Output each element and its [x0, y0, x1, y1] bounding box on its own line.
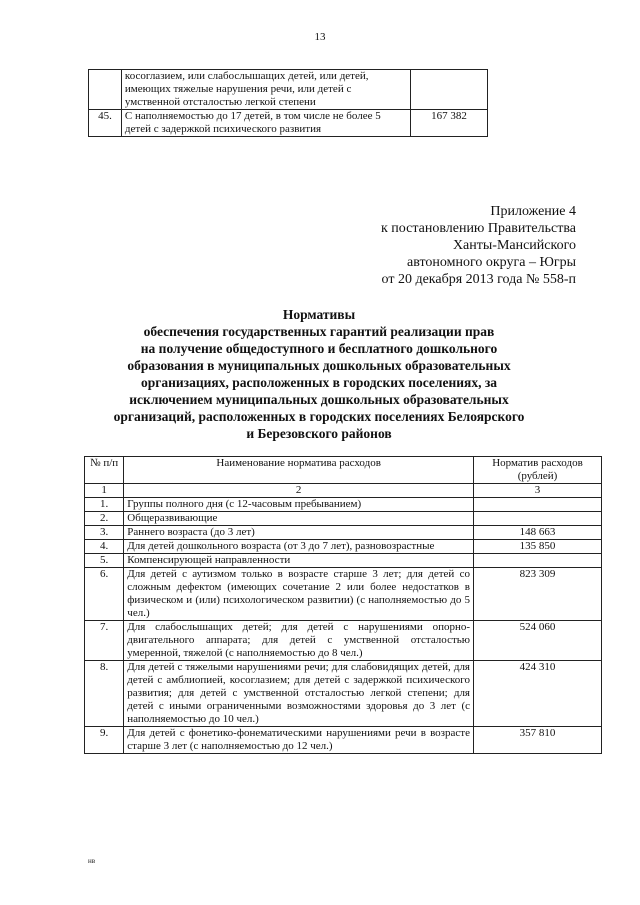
row-value — [474, 498, 602, 512]
table-header-row — [85, 457, 602, 484]
document-title — [86, 306, 552, 442]
appendix-line: Ханты-Мансийского — [452, 238, 576, 253]
table-row — [85, 540, 602, 554]
title-line: Нормативы — [282, 307, 356, 322]
row-num: 8. — [85, 661, 124, 727]
index-2: 2 — [124, 484, 474, 498]
appendix-line: автономного округа – Югры — [407, 255, 576, 270]
row-desc: Общеразвивающие — [124, 512, 474, 526]
row-desc: Раннего возраста (до 3 лет) — [124, 526, 474, 540]
row-num: 45. — [89, 110, 122, 137]
top-table — [88, 69, 488, 137]
title-line: и Березовского районов — [246, 426, 392, 441]
header-value: Норматив расходов (рублей) — [474, 457, 602, 484]
footer-mark: нв — [88, 857, 96, 865]
appendix-line: к постановлению Правительства — [380, 221, 576, 236]
appendix-block — [300, 203, 576, 288]
title-line: на получение общедоступного и бесплатного дошкольного — [140, 341, 498, 356]
title-line: обеспечения государственных гарантий реализации прав — [143, 324, 495, 339]
table-row — [85, 727, 602, 754]
row-num: 6. — [85, 568, 124, 621]
table-row — [85, 661, 602, 727]
header-name: Наименование норматива расходов — [124, 457, 474, 484]
table-row — [85, 498, 602, 512]
row-desc: Для детей дошкольного возраста (от 3 до 7 лет), разновозрастные — [124, 540, 474, 554]
row-value — [474, 554, 602, 568]
page-number: 13 — [314, 31, 326, 43]
row-num: 7. — [85, 621, 124, 661]
row-desc: Для детей с аутизмом только в возрасте старше 3 лет; для детей со сложным дефектом (имеющих сочетание 2 или более недостатков в физическом и (или) психологическом развитии) (с наполняемостью до 5 чел.) — [124, 568, 474, 621]
title-line: организациях, расположенных в городских поселениях, за — [140, 375, 497, 390]
row-value — [474, 512, 602, 526]
title-line: исключением муниципальных дошкольных образовательных — [129, 392, 509, 407]
table-row — [89, 70, 488, 110]
row-num: 4. — [85, 540, 124, 554]
table-row — [85, 512, 602, 526]
row-num — [89, 70, 122, 110]
row-value — [410, 70, 487, 110]
row-value: 357 810 — [474, 727, 602, 754]
row-num: 3. — [85, 526, 124, 540]
table-row — [85, 554, 602, 568]
norms-table — [84, 456, 602, 754]
row-value: 167 382 — [410, 110, 487, 137]
row-desc: С наполняемостью до 17 детей, в том числе не более 5 детей с задержкой психического развития — [121, 110, 410, 137]
appendix-line: от 20 декабря 2013 года № 558-п — [381, 272, 576, 287]
row-num: 9. — [85, 727, 124, 754]
table-row — [89, 110, 488, 137]
row-value: 524 060 — [474, 621, 602, 661]
row-value: 823 309 — [474, 568, 602, 621]
title-line: организаций, расположенных в городских поселениях Белоярского — [113, 409, 525, 424]
appendix-line: Приложение 4 — [490, 204, 576, 219]
row-num: 5. — [85, 554, 124, 568]
column-index-row — [85, 484, 602, 498]
row-desc: Для слабослышащих детей; для детей с нарушениями опорно-двигательного аппарата; для детей с умственной отсталостью умеренной, тяжелой (с наполняемостью до 8 чел.) — [124, 621, 474, 661]
table-row — [85, 568, 602, 621]
row-desc: Для детей с фонетико-фонематическими нарушениями речи в возрасте старше 3 лет (с наполняемостью до 12 чел.) — [124, 727, 474, 754]
header-num: № п/п — [85, 457, 124, 484]
row-num: 2. — [85, 512, 124, 526]
row-desc: Для детей с тяжелыми нарушениями речи; для слабовидящих детей, для детей с амблиопией, косоглазием; для детей с задержкой психического развития; для детей с умственной отсталостью легкой степени; для детей с иными ограниченными возможностями здоровья до 3 лет (с наполняемостью до 10 чел.) — [124, 661, 474, 727]
title-line: образования в муниципальных дошкольных образовательных — [127, 358, 511, 373]
row-value: 148 663 — [474, 526, 602, 540]
row-desc: Компенсирующей направленности — [124, 554, 474, 568]
index-3: 3 — [474, 484, 602, 498]
row-desc: косоглазием, или слабослышащих детей, или детей, имеющих тяжелые нарушения речи, или детей с умственной отсталостью легкой степени — [121, 70, 410, 110]
table-row — [85, 621, 602, 661]
row-desc: Группы полного дня (с 12-часовым пребыванием) — [124, 498, 474, 512]
table-row — [85, 526, 602, 540]
index-1: 1 — [85, 484, 124, 498]
row-value: 424 310 — [474, 661, 602, 727]
row-value: 135 850 — [474, 540, 602, 554]
row-num: 1. — [85, 498, 124, 512]
